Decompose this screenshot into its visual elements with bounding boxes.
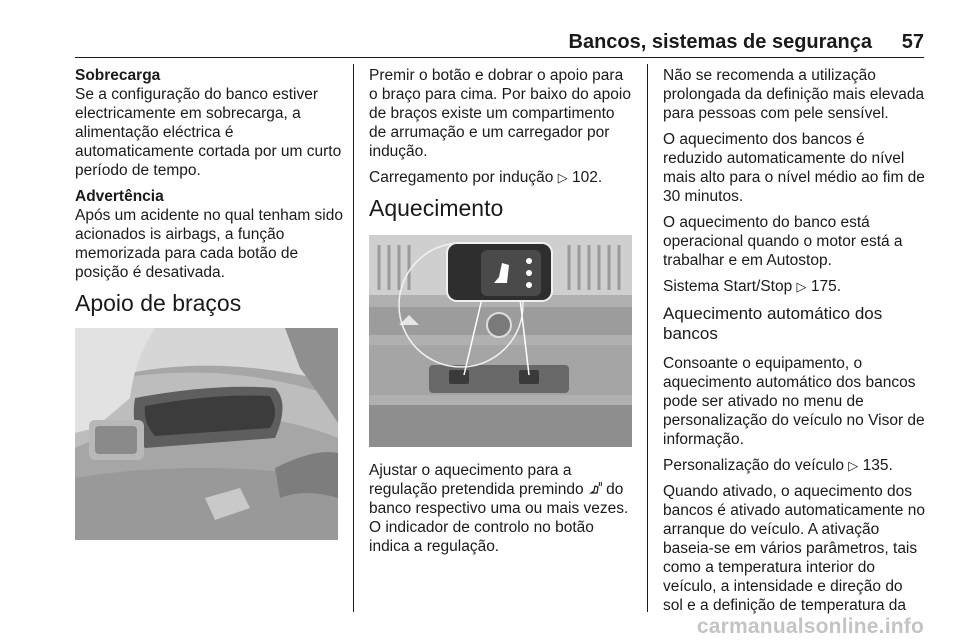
ajustar-text-b: do banco respectivo uma ou mais vezes. O indicador de controlo no botão indica a regulação. [369,481,629,555]
personalizacao-label: Personalização do veículo [663,457,844,474]
paragraph-reducao: O aquecimento dos bancos é reduzido automaticamente do nível mais alto para o nível médio ao fim de 30 minutos. [663,131,925,205]
armrest-illustration [75,328,338,540]
column-3 [663,66,925,622]
reference-arrow-icon: ▷ [796,279,807,294]
page-header-title: Bancos, sistemas de segurança [568,31,872,53]
paragraph-pele-sensivel: Não se recomenda a utilização prolongada da definição mais elevada para pessoas com pele sensível. [663,67,925,122]
personalizacao-page: 135. [862,457,893,474]
carregamento-page: 102. [572,169,603,186]
sobrecarga-text: Se a configuração do banco estiver electricamente em sobrecarga, a alimentação eléctrica é automaticamente cortada por um curto período de tempo. [75,86,342,179]
sobrecarga-heading: Sobrecarga [75,67,161,84]
carregamento-label: Carregamento por indução [369,169,554,186]
aquecimento-heading: Aquecimento [369,195,504,221]
startstop-page: 175. [810,278,842,295]
column-divider [647,64,648,612]
seat-heating-button-illustration [369,235,632,447]
paragraph-quando-ativado: Quando ativado, o aquecimento dos bancos é ativado automaticamente no arranque do veículo. A ativação baseia-se em vários parâmetros, tais como a temperatura interior do veículo, a intensidade e direção do sol e a definição de temperatura da [663,483,925,614]
column-2 [369,66,635,563]
ajustar-text-a: Ajustar o aquecimento para a regulação pretendida premindo [369,462,588,498]
warning-text: Após um acidente no qual tenham sido acionados is airbags, a função memorizada para cada botão de posição é desativada. [75,207,343,281]
page-number: 57 [901,31,924,53]
warning-heading: Advertência [75,188,164,205]
auto-heating-heading: Aquecimento automático dos bancos [663,304,883,343]
seat-heating-icon [588,481,602,498]
watermark: carmanualsonline.info [696,615,924,638]
paragraph-consoante: Consoante o equipamento, o aquecimento automático dos bancos pode ser ativado no menu de personalização do veículo no Visor de informação. [663,355,925,448]
column-1 [75,66,345,540]
apoio-bracos-heading: Apoio de braços [75,290,242,316]
startstop-label: Sistema Start/Stop [663,278,793,295]
reference-arrow-icon: ▷ [848,458,859,473]
column-divider [353,64,354,612]
paragraph-operacional: O aquecimento do banco está operacional quando o motor está a trabalhar e em Autostop. [663,214,903,269]
header-rule [75,57,924,58]
apoio-text: Premir o botão e dobrar o apoio para o braço para cima. Por baixo do apoio de braços existe um compartimento de arrumação e um carregador por indução. [369,67,631,160]
reference-arrow-icon: ▷ [557,170,568,185]
